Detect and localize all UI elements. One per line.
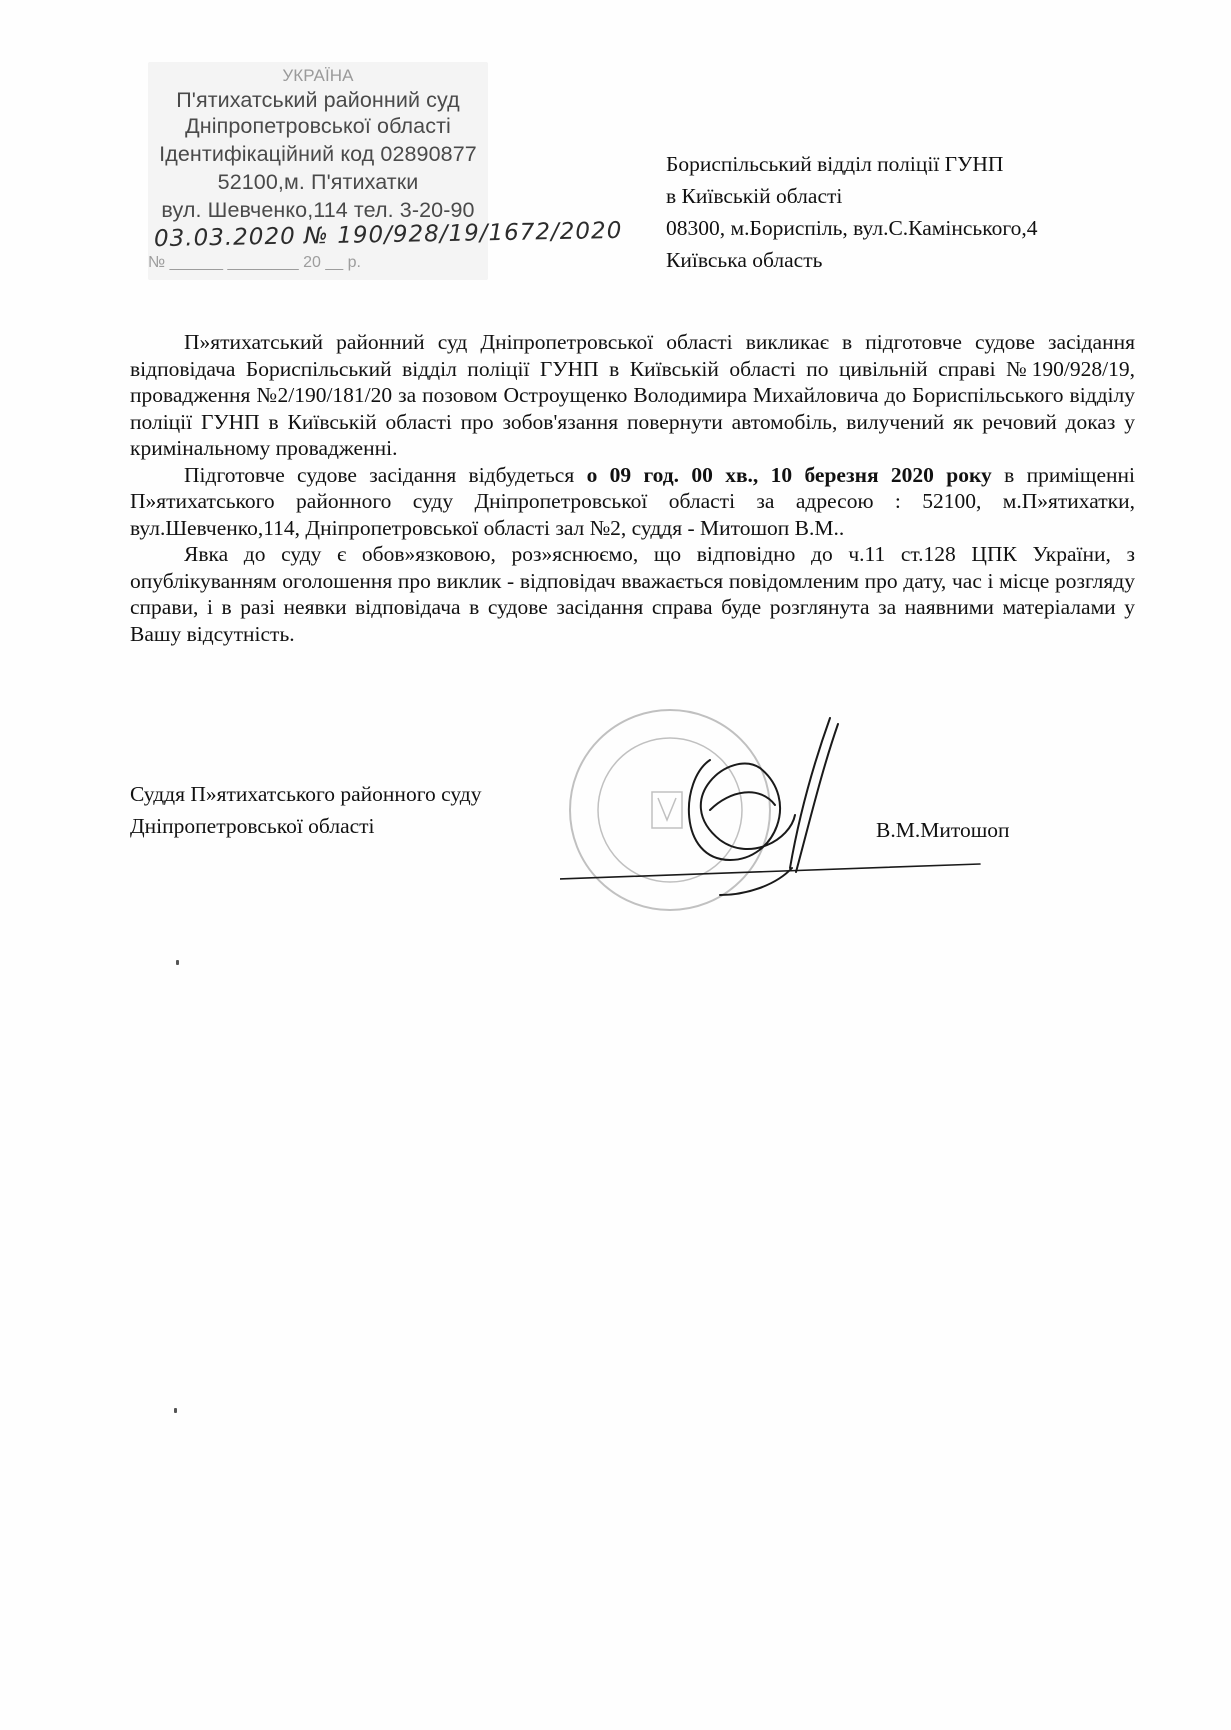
- paragraph-hearing-time: [130, 462, 1135, 542]
- addressee-line-1: Бориспільський відділ поліції ГУНП: [666, 152, 1004, 176]
- addressee-line-2: в Київській області: [666, 184, 843, 208]
- round-seal-image: [570, 710, 770, 910]
- stamp-postcode-city: 52100,м. П'ятихатки: [217, 170, 419, 194]
- stamp-number-line: № ______ ________ 20 __ р.: [148, 254, 361, 271]
- stamp-court-name: П'ятихатський районний суд: [176, 88, 460, 112]
- addressee-block: [666, 148, 1126, 276]
- summons-body: [130, 329, 1135, 647]
- addressee-line-4: Київська область: [666, 248, 823, 272]
- hearing-datetime: о 09 год. 00 хв., 10 березня 2020 року: [586, 462, 992, 487]
- judge-title-line-1: Суддя П»ятихатського районного суду: [130, 782, 482, 806]
- court-stamp: [148, 62, 623, 280]
- judge-title: [130, 778, 481, 842]
- paragraph-attendance: Явка до суду є обов»язковою, роз»яснюємо, що відповідно до ч.11 ст.128 ЦПК України, з опублікуванням оголошення про виклик - відповідач вважається повідомленим про дату, час і місце розгляду справи, і в разі неявки відповідача в судове засідання справа буде розглянута за наявними матеріалами у Вашу відсутність.: [130, 542, 1135, 646]
- paragraph-summons: П»ятихатський районний суд Дніпропетровської області викликає в підготовче судове засідання відповідача Бориспільський відділ поліції ГУНП в Київській області по цивільній справі №190/928/19, провадження №2/190/181/20 за позовом Остроущенко Володимира Михайловича до Бориспільського відділу поліції ГУНП в Київській області про зобов'язання повернути автомобіль, вилучений як речовий доказ у кримінальному провадженні.: [130, 330, 1135, 460]
- stamp-handwritten-ref: 03.03.2020 № 190/928/19/1672/2020: [153, 217, 623, 253]
- judge-title-line-2: Дніпропетровської області: [130, 814, 375, 838]
- hearing-intro: Підготовче судове засідання відбудеться: [184, 462, 587, 487]
- stamp-id-code: Ідентифікаційний код 02890877: [159, 142, 477, 166]
- stamp-country: УКРАЇНА: [282, 66, 354, 85]
- scan-speck: [174, 1408, 177, 1413]
- stamp-region: Дніпропетровської області: [185, 114, 451, 138]
- addressee-line-3: 08300, м.Бориспіль, вул.С.Камінського,4: [666, 216, 1038, 240]
- court-seal-and-signature: [560, 690, 1060, 920]
- stamp-street-phone: вул. Шевченко,114 тел. 3-20-90: [161, 198, 475, 222]
- scan-speck: [176, 960, 179, 965]
- hearing-location: в приміщенні П»ятихатського районного суду Дніпропетровської області за адресою : 52100, м.П»ятихатки, вул.Шевченко,114, Дніпропетровської області зал №2, суддя - Митошоп В.М..: [130, 462, 1136, 540]
- judge-name: В.М.Митошоп: [876, 818, 1010, 842]
